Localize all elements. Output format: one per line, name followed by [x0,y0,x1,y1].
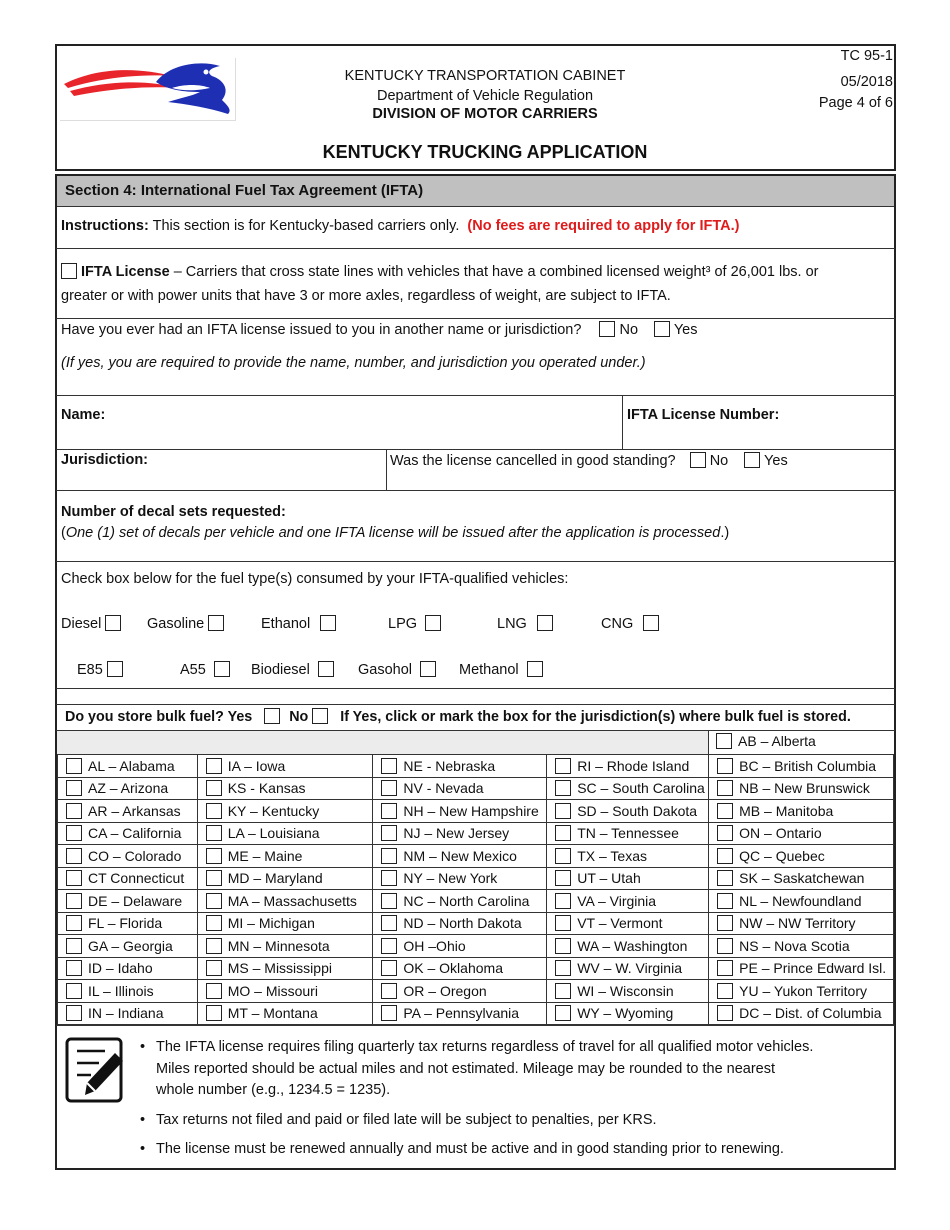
prior-license-question: Have you ever had an IFTA license issued to you in another name or jurisdiction? [61,322,582,338]
fuel-e85: E85 [77,661,123,678]
note-item: • Tax returns not filed and paid or filed late will be subject to penalties, per KRS. [140,1110,880,1132]
jurisdiction-checkbox[interactable] [717,938,733,954]
table-row [58,867,894,890]
divider [56,1025,895,1026]
fuel-biodiesel: Biodiesel [251,661,334,678]
jurisdiction-ab-checkbox[interactable] [716,733,732,749]
jurisdiction-label: QC – Quebec [739,847,825,864]
table-row [58,755,894,778]
jurisdiction-label: WY – Wyoming [577,1005,674,1022]
division-name: DIVISION OF MOTOR CARRIERS [372,106,598,122]
jurisdiction-cell [58,800,198,823]
jurisdiction-table [57,754,894,1025]
jurisdiction-ab: AB – Alberta [716,733,816,749]
divider [622,396,623,449]
prior-no-label: No [619,322,639,338]
cancelled-yes-checkbox[interactable] [744,452,760,468]
bulk-yes-checkbox[interactable] [264,708,280,724]
divider [708,731,709,754]
jurisdiction-cell [58,1002,198,1025]
jurisdiction-checkbox[interactable] [717,758,733,774]
jurisdiction-checkbox[interactable] [66,780,82,796]
fuel-gasoline-checkbox[interactable] [208,615,224,631]
jurisdiction-checkbox[interactable] [66,938,82,954]
jurisdiction-label: NV - Nevada [403,780,484,797]
jurisdiction-label: NM – New Mexico [403,847,517,864]
jurisdiction-cell [58,912,198,935]
jurisdiction-label: SK – Saskatchewan [739,870,865,887]
page-title: KENTUCKY TRUCKING APPLICATION [322,142,648,162]
jurisdiction-checkbox[interactable] [717,915,733,931]
fuel-e85-checkbox[interactable] [107,661,123,677]
divider [56,248,895,249]
jurisdiction-label: LA – Louisiana [227,825,320,842]
jurisdiction-checkbox[interactable] [555,960,571,976]
jurisdiction-cell [373,777,547,800]
jurisdiction-label: SD – South Dakota [577,802,698,819]
fuel-ethanol: Ethanol [261,615,336,632]
jurisdiction-header-band [57,731,708,754]
jurisdiction-label: MS – Mississippi [227,960,332,977]
jurisdiction-label: CT Connecticut [88,870,185,887]
jurisdiction-cell [547,957,709,980]
jurisdiction-checkbox[interactable] [66,825,82,841]
ifta-license-text: – Carriers that cross state lines with vehicles that have a combined licensed weight³ of 26,001 lbs. or [173,264,819,280]
jurisdiction-label: WA – Washington [577,937,688,954]
jurisdiction-checkbox[interactable] [381,803,397,819]
jurisdiction-label: NY – New York [403,870,498,887]
cancelled-no-label: No [709,453,729,469]
jurisdiction-cell [197,777,373,800]
jurisdiction-checkbox[interactable] [555,870,571,886]
jurisdiction-cell [373,755,547,778]
jurisdiction-cell [709,777,894,800]
jurisdiction-label: MI – Michigan [227,915,315,932]
jurisdiction-checkbox[interactable] [381,848,397,864]
jurisdiction-checkbox[interactable] [555,893,571,909]
jurisdiction-label: PA – Pennsylvania [403,1005,520,1022]
divider [56,395,895,396]
jurisdiction-label: MN – Minnesota [227,937,330,954]
jurisdiction-checkbox[interactable] [717,780,733,796]
jurisdiction-label: Jurisdiction: [61,452,149,468]
bulk-instruction: If Yes, click or mark the box for the jurisdiction(s) where bulk fuel is stored. [340,709,851,725]
fuel-ethanol-checkbox[interactable] [320,615,336,631]
jurisdiction-checkbox[interactable] [206,915,222,931]
note-item: • The license must be renewed annually and must be active and in good standing prior to renewing. [140,1139,880,1161]
jurisdiction-cell [373,957,547,980]
jurisdiction-label: PE – Prince Edward Isl. [739,960,887,977]
jurisdiction-label: YU – Yukon Territory [739,982,868,999]
ifta-license-text-2: greater or with power units that have 3 or more axles, regardless of weight, are subject to IFTA. [61,288,671,304]
jurisdiction-checkbox[interactable] [206,870,222,886]
jurisdiction-label: ID – Idaho [88,960,153,977]
jurisdiction-cell [709,800,894,823]
jurisdiction-checkbox[interactable] [717,983,733,999]
table-row [58,912,894,935]
divider [56,449,895,450]
jurisdiction-cell [197,800,373,823]
jurisdiction-label: TX – Texas [577,847,647,864]
name-input[interactable] [126,398,616,446]
jurisdiction-cell [197,1002,373,1025]
divider [56,561,895,562]
table-row [58,777,894,800]
license-number-label: IFTA License Number: [627,407,780,423]
jurisdiction-checkbox[interactable] [381,983,397,999]
jurisdiction-label: NL – Newfoundland [739,892,862,909]
form-number: TC 95-1 [840,48,893,64]
jurisdiction-checkbox[interactable] [381,825,397,841]
jurisdiction-label: GA – Georgia [88,937,173,954]
fuel-a55: A55 [180,661,230,678]
prior-no-checkbox[interactable] [599,321,615,337]
jurisdiction-checkbox[interactable] [206,825,222,841]
jurisdiction-label: MB – Manitoba [739,802,834,819]
jurisdiction-label: CO – Colorado [88,847,182,864]
jurisdiction-checkbox[interactable] [381,870,397,886]
jurisdiction-cell [373,800,547,823]
jurisdiction-checkbox[interactable] [66,758,82,774]
jurisdiction-cell [547,822,709,845]
jurisdiction-label: WI – Wisconsin [577,982,674,999]
note-pencil-icon [65,1037,125,1103]
fuel-gasoline: Gasoline [147,615,224,632]
jurisdiction-cell [547,935,709,958]
jurisdiction-checkbox[interactable] [381,960,397,976]
jurisdiction-label: ME – Maine [227,847,303,864]
table-row [58,822,894,845]
jurisdiction-cell [709,867,894,890]
jurisdiction-cell [197,935,373,958]
jurisdiction-cell [197,867,373,890]
jurisdiction-cell [197,845,373,868]
cancelled-question: Was the license cancelled in good standing? [390,453,676,469]
jurisdiction-cell [373,822,547,845]
bulk-fuel-row [65,707,851,727]
jurisdiction-cell [547,867,709,890]
jurisdiction-label: ON – Ontario [739,825,822,842]
jurisdiction-checkbox[interactable] [206,983,222,999]
fuel-methanol: Methanol [459,661,543,678]
jurisdiction-cell [58,867,198,890]
instructions-text: This section is for Kentucky-based carriers only. [152,218,460,234]
jurisdiction-cell [709,822,894,845]
jurisdiction-cell [197,755,373,778]
note-item: • The IFTA license requires filing quarterly tax returns regardless of travel for all qualified motor vehicles. Miles reported should be actual miles and not estimated. Mileage may be rounded to the nearest whole number (e.g., 1234.5 = 1235). [140,1037,880,1102]
jurisdiction-checkbox[interactable] [717,848,733,864]
jurisdiction-label: MD – Maryland [227,870,323,887]
divider [56,704,895,705]
jurisdiction-checkbox[interactable] [381,893,397,909]
jurisdiction-label: MT – Montana [227,1005,318,1022]
jurisdiction-label: KS - Kansas [227,780,306,797]
jurisdiction-label: OK – Oklahoma [403,960,503,977]
jurisdiction-cell [58,980,198,1003]
fuel-lpg-checkbox[interactable] [425,615,441,631]
jurisdiction-checkbox[interactable] [555,915,571,931]
fuel-biodiesel-checkbox[interactable] [318,661,334,677]
jurisdiction-cell [373,935,547,958]
ifta-license-checkbox[interactable] [61,263,77,279]
jurisdiction-cell [58,755,198,778]
jurisdiction-checkbox[interactable] [206,938,222,954]
decals-label: Number of decal sets requested: [61,504,286,520]
divider [56,490,895,491]
table-row [58,845,894,868]
jurisdiction-cell [709,1002,894,1025]
table-row [58,800,894,823]
jurisdiction-label: NS – Nova Scotia [739,937,850,954]
jurisdiction-cell [709,935,894,958]
jurisdiction-cell [197,957,373,980]
prior-yes-checkbox[interactable] [654,321,670,337]
ifta-license-label: IFTA License [81,264,170,280]
jurisdiction-label: IL – Illinois [88,982,154,999]
jurisdiction-cell [197,912,373,935]
decals-note: (One (1) set of decals per vehicle and one IFTA license will be issued after the application is processed.) [61,525,730,541]
jurisdiction-cell [197,890,373,913]
jurisdiction-cell [373,980,547,1003]
jurisdiction-checkbox[interactable] [381,915,397,931]
jurisdiction-cell [58,890,198,913]
jurisdiction-cell [58,822,198,845]
form-date: 05/2018 [840,74,893,90]
jurisdiction-label: BC – British Columbia [739,757,877,774]
bulk-no-checkbox[interactable] [312,708,328,724]
jurisdiction-checkbox[interactable] [555,825,571,841]
cancelled-no-checkbox[interactable] [690,452,706,468]
jurisdiction-cell [709,980,894,1003]
jurisdiction-checkbox[interactable] [206,848,222,864]
jurisdiction-checkbox[interactable] [717,960,733,976]
jurisdiction-label: MA – Massachusetts [227,892,357,909]
prior-license-note: (If yes, you are required to provide the name, number, and jurisdiction you operated under.) [61,355,646,371]
jurisdiction-label: RI – Rhode Island [577,757,690,774]
jurisdiction-checkbox[interactable] [555,758,571,774]
jurisdiction-label: IN – Indiana [88,1005,164,1022]
jurisdiction-label: FL – Florida [88,915,163,932]
page-number: Page 4 of 6 [818,95,893,111]
jurisdiction-checkbox[interactable] [381,1005,397,1021]
jurisdiction-checkbox[interactable] [555,938,571,954]
jurisdiction-checkbox[interactable] [206,803,222,819]
jurisdiction-label: MO – Missouri [227,982,318,999]
fuel-lpg: LPG [388,615,441,632]
jurisdiction-label: VA – Virginia [577,892,657,909]
jurisdiction-cell [547,890,709,913]
jurisdiction-cell [547,800,709,823]
jurisdiction-checkbox[interactable] [206,758,222,774]
jurisdiction-label: DE – Delaware [88,892,183,909]
jurisdiction-checkbox[interactable] [555,803,571,819]
jurisdiction-label: WV – W. Virginia [577,960,682,977]
fuel-methanol-checkbox[interactable] [527,661,543,677]
fuel-cng-checkbox[interactable] [643,615,659,631]
jurisdiction-checkbox[interactable] [381,938,397,954]
department-name: Department of Vehicle Regulation [376,88,594,104]
bulk-no-label: No [289,709,309,725]
jurisdiction-label: ND – North Dakota [403,915,522,932]
section-heading: Section 4: International Fuel Tax Agreement (IFTA) [57,176,894,207]
jurisdiction-label: DC – Dist. of Columbia [739,1005,882,1022]
fuel-a55-checkbox[interactable] [214,661,230,677]
fuel-gasohol: Gasohol [358,661,436,678]
jurisdiction-checkbox[interactable] [66,803,82,819]
fuel-prompt: Check box below for the fuel type(s) consumed by your IFTA-qualified vehicles: [61,571,569,587]
jurisdiction-cell [547,777,709,800]
fuel-lng: LNG [497,615,553,632]
jurisdiction-cell [58,845,198,868]
divider [56,688,895,689]
table-row [58,980,894,1003]
jurisdiction-label: IA – Iowa [227,757,286,774]
jurisdiction-checkbox[interactable] [66,893,82,909]
jurisdiction-cell [547,912,709,935]
jurisdiction-checkbox[interactable] [66,983,82,999]
divider [386,450,387,490]
table-row [58,890,894,913]
jurisdiction-label: NH – New Hampshire [403,802,539,819]
jurisdiction-label: NJ – New Jersey [403,825,510,842]
name-label: Name: [61,407,106,423]
jurisdiction-checkbox[interactable] [555,780,571,796]
jurisdiction-checkbox[interactable] [66,1005,82,1021]
fuel-diesel: Diesel [61,615,121,632]
jurisdiction-label: SC – South Carolina [577,780,705,797]
jurisdiction-checkbox[interactable] [717,803,733,819]
jurisdiction-cell [197,822,373,845]
jurisdiction-label: KY – Kentucky [227,802,320,819]
jurisdiction-label: NB – New Brunswick [739,780,870,797]
table-row [58,1002,894,1025]
bulk-fuel-question: Do you store bulk fuel? Yes [65,709,253,725]
jurisdiction-checkbox[interactable] [717,870,733,886]
cancelled-yes-label: Yes [764,453,788,469]
instructions [61,218,739,234]
prior-yes-label: Yes [673,322,698,338]
jurisdiction-checkbox[interactable] [717,893,733,909]
jurisdiction-label: OH –Ohio [403,937,466,954]
jurisdiction-label: CA – California [88,825,182,842]
jurisdiction-label: AR – Arkansas [88,802,181,819]
jurisdiction-label: AZ – Arizona [88,780,169,797]
notes-list [140,1037,880,1161]
jurisdiction-label: AL – Alabama [88,757,175,774]
jurisdiction-checkbox[interactable] [66,870,82,886]
kytc-logo [60,58,236,121]
jurisdiction-label: TN – Tennessee [577,825,679,842]
agency-name: KENTUCKY TRANSPORTATION CABINET [344,68,626,84]
jurisdiction-cell [547,980,709,1003]
jurisdiction-cell [547,1002,709,1025]
jurisdiction-label: VT – Vermont [577,915,663,932]
fuel-lng-checkbox[interactable] [537,615,553,631]
jurisdiction-cell [547,755,709,778]
jurisdiction-checkbox[interactable] [66,848,82,864]
fuel-gasohol-checkbox[interactable] [420,661,436,677]
jurisdiction-cell [709,890,894,913]
jurisdiction-cell [197,980,373,1003]
jurisdiction-label: NC – North Carolina [403,892,530,909]
jurisdiction-checkbox[interactable] [555,1005,571,1021]
no-fee-note: (No fees are required to apply for IFTA.) [467,218,740,234]
jurisdiction-cell [709,755,894,778]
jurisdiction-cell [58,777,198,800]
table-row [58,957,894,980]
fuel-diesel-checkbox[interactable] [105,615,121,631]
jurisdiction-checkbox[interactable] [381,780,397,796]
jurisdiction-checkbox[interactable] [717,825,733,841]
jurisdiction-cell [373,1002,547,1025]
jurisdiction-checkbox[interactable] [66,960,82,976]
table-row [58,935,894,958]
jurisdiction-checkbox[interactable] [206,780,222,796]
jurisdiction-checkbox[interactable] [555,848,571,864]
jurisdiction-label: NE - Nebraska [403,757,496,774]
jurisdiction-label: NW – NW Territory [739,915,856,932]
jurisdiction-checkbox[interactable] [717,1005,733,1021]
jurisdiction-cell [547,845,709,868]
jurisdiction-cell [58,957,198,980]
jurisdiction-label: UT – Utah [577,870,641,887]
jurisdiction-checkbox[interactable] [381,758,397,774]
divider [56,318,895,319]
jurisdiction-cell [709,912,894,935]
jurisdiction-checkbox[interactable] [66,915,82,931]
jurisdiction-cell [373,845,547,868]
jurisdiction-cell [373,867,547,890]
jurisdiction-cell [373,890,547,913]
jurisdiction-label: OR – Oregon [403,982,487,999]
jurisdiction-cell [58,935,198,958]
jurisdiction-checkbox[interactable] [206,893,222,909]
fuel-cng: CNG [601,615,659,632]
jurisdiction-cell [709,957,894,980]
jurisdiction-checkbox[interactable] [206,1005,222,1021]
instructions-label: Instructions: [61,218,149,234]
jurisdiction-checkbox[interactable] [206,960,222,976]
jurisdiction-cell [709,845,894,868]
jurisdiction-checkbox[interactable] [555,983,571,999]
jurisdiction-cell [373,912,547,935]
